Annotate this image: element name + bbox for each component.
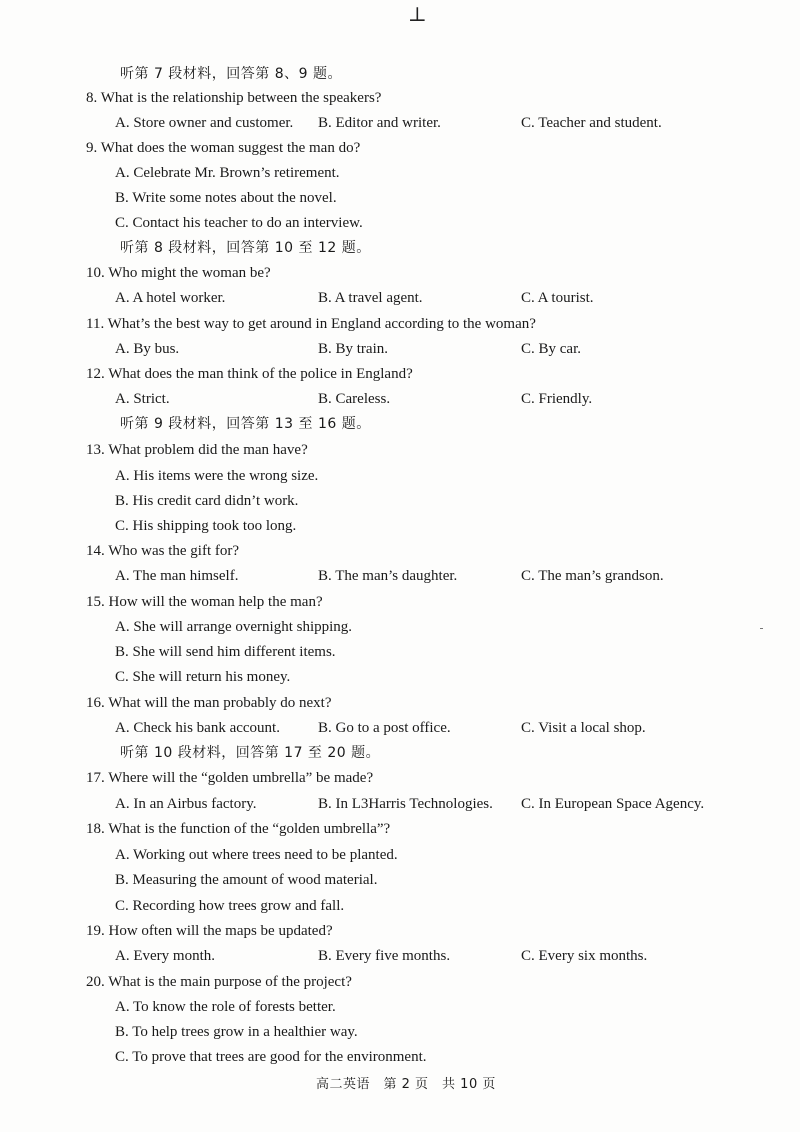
question-13: 13. What problem did the man have? xyxy=(86,442,308,458)
q11-option-c: C. By car. xyxy=(521,341,581,357)
question-10: 10. Who might the woman be? xyxy=(86,265,271,281)
binding-mark: ⊥ xyxy=(408,4,428,26)
question-9: 9. What does the woman suggest the man do? xyxy=(86,140,361,156)
q18-option-b: B. Measuring the amount of wood material. xyxy=(115,872,378,888)
q19-option-a: A. Every month. xyxy=(115,948,215,964)
q16-option-c: C. Visit a local shop. xyxy=(521,720,646,736)
q17-option-c: C. In European Space Agency. xyxy=(521,796,705,812)
q17-option-a: A. In an Airbus factory. xyxy=(115,796,257,812)
q19-option-b: B. Every five months. xyxy=(318,948,451,964)
q18-option-c: C. Recording how trees grow and fall. xyxy=(115,898,345,914)
question-11: 11. What’s the best way to get around in England according to the woman? xyxy=(86,316,536,332)
q11-option-b: B. By train. xyxy=(318,341,388,357)
question-14: 14. Who was the gift for? xyxy=(86,543,240,559)
q14-option-b: B. The man’s daughter. xyxy=(318,568,458,584)
q13-option-b: B. His credit card didn’t work. xyxy=(115,493,299,509)
q10-option-a: A. A hotel worker. xyxy=(115,290,226,306)
q12-option-a: A. Strict. xyxy=(115,391,170,407)
question-20: 20. What is the main purpose of the project? xyxy=(86,974,352,990)
q20-option-c: C. To prove that trees are good for the environment. xyxy=(115,1049,427,1065)
question-17: 17. Where will the “golden umbrella” be made? xyxy=(86,770,374,786)
q16-option-a: A. Check his bank account. xyxy=(115,720,280,736)
q20-option-b: B. To help trees grow in a healthier way. xyxy=(115,1024,358,1040)
q8-option-c: C. Teacher and student. xyxy=(521,115,662,131)
q8-option-a: A. Store owner and customer. xyxy=(115,115,294,131)
question-12: 12. What does the man think of the police in England? xyxy=(86,366,413,382)
q12-option-b: B. Careless. xyxy=(318,391,391,407)
question-8: 8. What is the relationship between the speakers? xyxy=(86,90,382,106)
stray-mark xyxy=(760,628,763,629)
q9-option-b: B. Write some notes about the novel. xyxy=(115,190,337,206)
q15-option-a: A. She will arrange overnight shipping. xyxy=(115,619,353,635)
q13-option-a: A. His items were the wrong size. xyxy=(115,468,319,484)
question-18: 18. What is the function of the “golden umbrella”? xyxy=(86,821,391,837)
q14-option-c: C. The man’s grandson. xyxy=(521,568,664,584)
q15-option-b: B. She will send him different items. xyxy=(115,644,336,660)
q9-option-c: C. Contact his teacher to do an interview. xyxy=(115,215,363,231)
question-19: 19. How often will the maps be updated? xyxy=(86,923,333,939)
q12-option-c: C. Friendly. xyxy=(521,391,593,407)
section-heading-9: 听第 9 段材料，回答第 13 至 16 题。 xyxy=(120,416,371,432)
q17-option-b: B. In L3Harris Technologies. xyxy=(318,796,493,812)
q15-option-c: C. She will return his money. xyxy=(115,669,291,685)
q10-option-c: C. A tourist. xyxy=(521,290,594,306)
section-heading-10: 听第 10 段材料，回答第 17 至 20 题。 xyxy=(120,745,381,761)
section-heading-7: 听第 7 段材料，回答第 8、9 题。 xyxy=(120,66,343,82)
section-heading-8: 听第 8 段材料，回答第 10 至 12 题。 xyxy=(120,240,371,256)
q16-option-b: B. Go to a post office. xyxy=(318,720,451,736)
q11-option-a: A. By bus. xyxy=(115,341,180,357)
q9-option-a: A. Celebrate Mr. Brown’s retirement. xyxy=(115,165,340,181)
q8-option-b: B. Editor and writer. xyxy=(318,115,441,131)
q10-option-b: B. A travel agent. xyxy=(318,290,423,306)
q19-option-c: C. Every six months. xyxy=(521,948,648,964)
question-16: 16. What will the man probably do next? xyxy=(86,695,332,711)
q18-option-a: A. Working out where trees need to be planted. xyxy=(115,847,398,863)
question-15: 15. How will the woman help the man? xyxy=(86,594,323,610)
q13-option-c: C. His shipping took too long. xyxy=(115,518,297,534)
page-footer: 高二英语 第 2 页 共 10 页 xyxy=(316,1077,496,1092)
q14-option-a: A. The man himself. xyxy=(115,568,239,584)
q20-option-a: A. To know the role of forests better. xyxy=(115,999,336,1015)
